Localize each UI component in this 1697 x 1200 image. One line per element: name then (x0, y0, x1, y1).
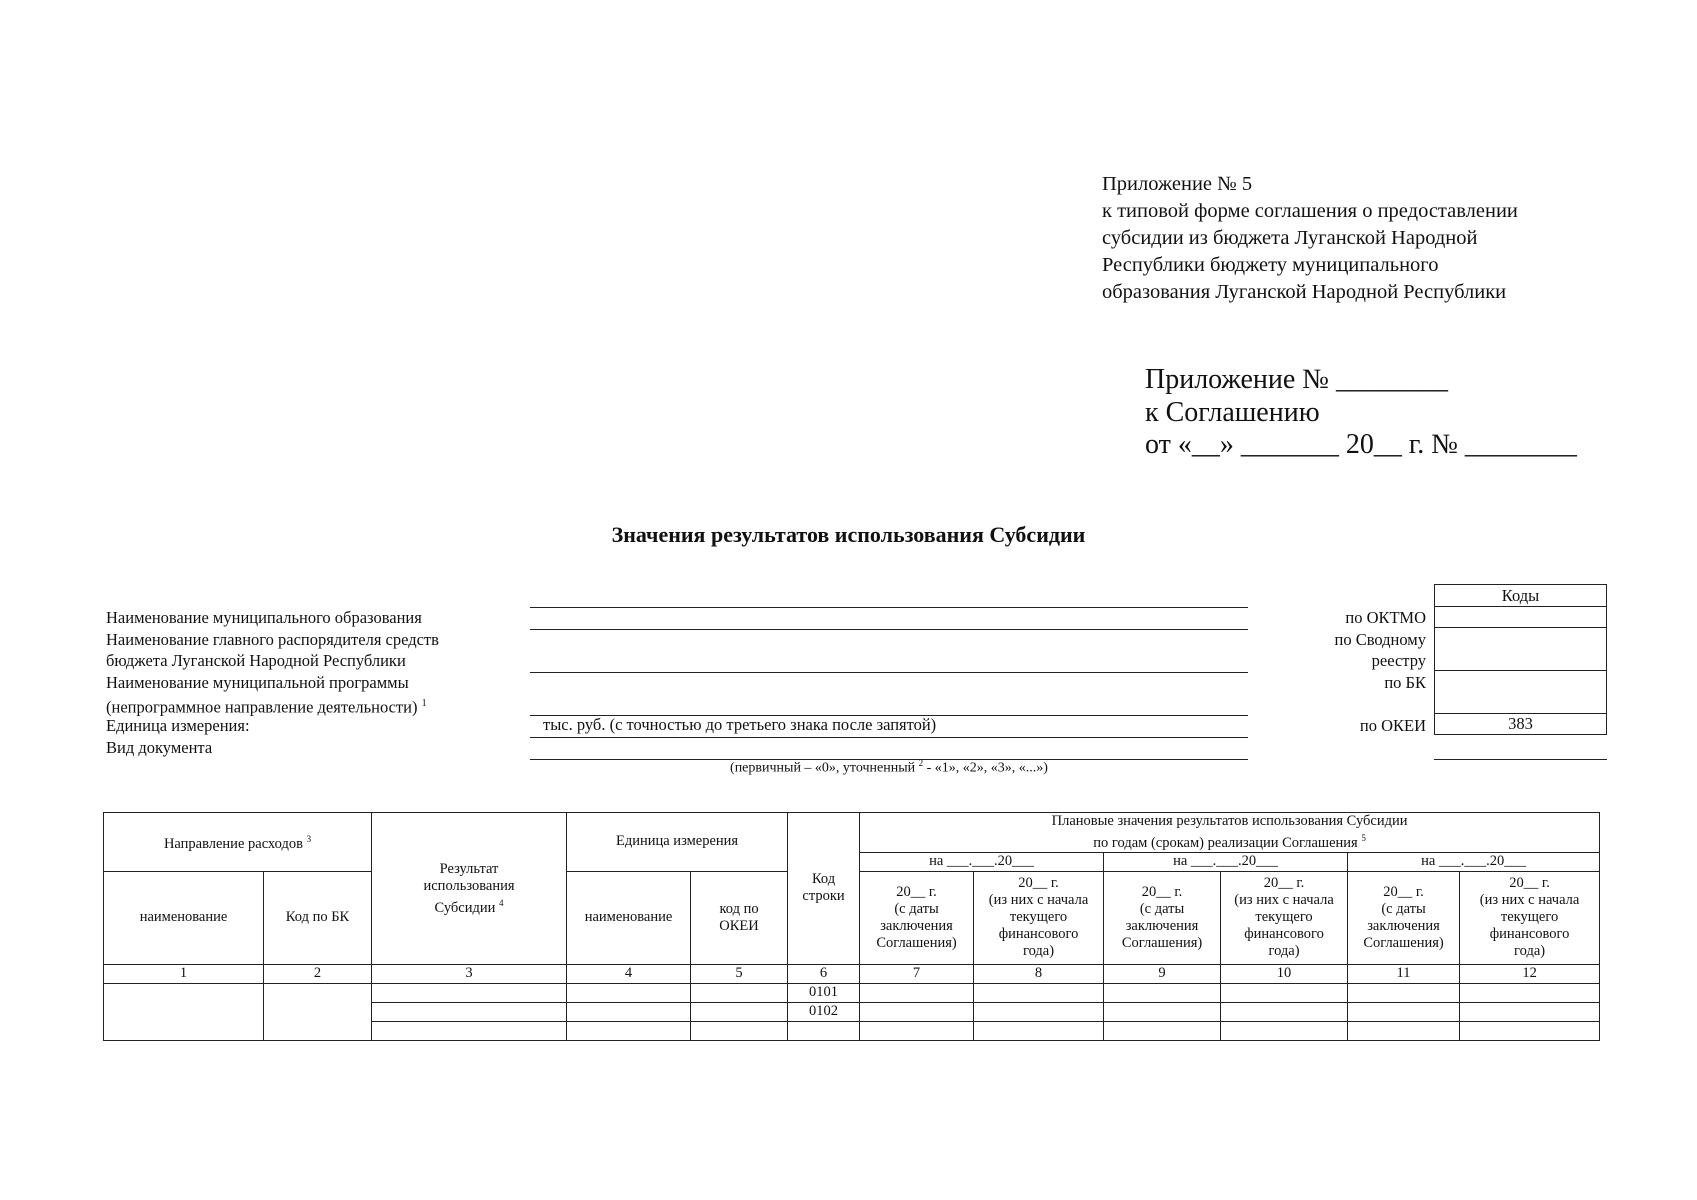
column-number: 7 (860, 964, 974, 983)
results-table (103, 812, 1600, 1041)
since-agreement-header (860, 871, 974, 964)
document-title (0, 522, 1697, 548)
oktmo-code-cell[interactable] (1435, 607, 1607, 628)
main-manager-label-line2: бюджета Луганской Народной Республики (106, 651, 406, 670)
municipal-name-line[interactable] (530, 607, 1248, 608)
header-line: Соглашения) (1363, 934, 1444, 951)
value-cell[interactable] (860, 1021, 974, 1040)
result-header-text: Субсидии (434, 899, 496, 916)
okei-cell[interactable] (691, 1021, 788, 1040)
value-cell[interactable] (1348, 1002, 1460, 1021)
row-code-header-line: строки (802, 888, 845, 905)
header-line: финансового (998, 926, 1079, 943)
header-line: (с даты (1139, 900, 1185, 917)
value-cell[interactable] (860, 983, 974, 1002)
value-cell[interactable] (1460, 983, 1600, 1002)
value-cell[interactable] (860, 1002, 974, 1021)
codes-box (1434, 584, 1607, 735)
header-line: Соглашения) (1121, 934, 1203, 951)
value-cell[interactable] (1104, 1021, 1221, 1040)
column-number: 1 (104, 964, 264, 983)
okei-cell[interactable] (691, 983, 788, 1002)
header-line: 20__ г. (1018, 875, 1059, 892)
footnote-marker: 3 (306, 834, 312, 844)
header-line: 20__ г. (896, 883, 937, 900)
value-cell[interactable] (974, 983, 1104, 1002)
registry-code-cell[interactable] (1435, 628, 1607, 671)
appendix-header-line: образования Луганской Народной Республики (1102, 281, 1507, 303)
unit-label: Единица измерения: (106, 716, 250, 735)
okei-code-header-line: ОКЕИ (719, 917, 759, 934)
value-cell[interactable] (1348, 1021, 1460, 1040)
result-cell[interactable] (372, 983, 567, 1002)
value-cell[interactable] (974, 1002, 1104, 1021)
okei-cell[interactable] (691, 1002, 788, 1021)
column-number: 11 (1348, 964, 1460, 983)
footnote-marker: 1 (421, 698, 427, 709)
value-cell[interactable] (1221, 983, 1348, 1002)
bk-label: по БК (1384, 673, 1426, 692)
program-label-line2 (106, 694, 427, 718)
footnote-marker: 2 (918, 758, 924, 768)
column-number: 10 (1221, 964, 1348, 983)
column-number: 4 (567, 964, 691, 983)
column-number: 5 (691, 964, 788, 983)
planned-values-header-line (862, 830, 1597, 852)
doc-type-hint-text: - «1», «2», «3», «...») (923, 760, 1048, 776)
agreement-ref-line: к Соглашению (1145, 396, 1320, 428)
agreement-ref-line: Приложение № ________ (1145, 364, 1448, 395)
codes-header: Коды (1435, 585, 1607, 607)
bk-code-cell[interactable] (1435, 671, 1607, 714)
period-header: на ___.___.20___ (860, 852, 1104, 871)
value-cell[interactable] (974, 1021, 1104, 1040)
since-year-start-header (1460, 871, 1600, 964)
agreement-reference (1145, 364, 1577, 462)
header-line: 20__ г. (1383, 883, 1424, 900)
okei-code-header-line: код по (719, 900, 759, 917)
value-cell[interactable] (1460, 1021, 1600, 1040)
registry-label-line1: по Сводному (1334, 630, 1426, 649)
direction-name-cell[interactable] (104, 983, 264, 1040)
municipal-name-line-2[interactable] (530, 629, 1248, 630)
since-agreement-header (1104, 871, 1221, 964)
column-number: 3 (372, 964, 567, 983)
header-line: 20__ г. (1509, 875, 1550, 892)
bk-code-header: Код по БК (264, 871, 372, 964)
planned-values-header-text: по годам (срокам) реализации Соглашения (1093, 834, 1358, 851)
column-number: 12 (1460, 964, 1600, 983)
okei-code-header (691, 871, 788, 964)
header-line: Соглашения) (876, 934, 957, 951)
period-header: на ___.___.20___ (1104, 852, 1348, 871)
doc-type-code-line[interactable] (1434, 759, 1607, 760)
unit-name-header: наименование (567, 871, 691, 964)
row-code-cell: 0102 (788, 1002, 860, 1021)
header-line: (с даты (1381, 900, 1426, 917)
value-cell[interactable] (1104, 983, 1221, 1002)
direction-header-text: Направление расходов (163, 835, 303, 852)
doc-type-label: Вид документа (106, 738, 213, 757)
header-line: финансового (1244, 926, 1324, 943)
direction-name-header: наименование (104, 871, 264, 964)
bk-code-cell[interactable] (264, 983, 372, 1040)
header-line: (из них с начала (1479, 892, 1580, 909)
since-year-start-header (974, 871, 1104, 964)
result-header-line: использования (423, 877, 515, 894)
row-code-cell[interactable] (788, 1021, 860, 1040)
appendix-header-line: к типовой форме соглашения о предоставлении (1102, 200, 1518, 222)
column-number: 9 (1104, 964, 1221, 983)
planned-values-header-line: Плановые значения результатов использования Субсидии (1051, 813, 1408, 829)
since-agreement-header (1348, 871, 1460, 964)
header-line: года) (1268, 943, 1300, 960)
column-number: 8 (974, 964, 1104, 983)
row-code-header (788, 813, 860, 965)
header-line: заключения (880, 917, 953, 934)
value-cell[interactable] (1460, 1002, 1600, 1021)
unit-line (530, 737, 1248, 738)
footnote-marker: 5 (1361, 833, 1366, 843)
doc-type-hint (530, 758, 1248, 777)
header-line: 20__ г. (1141, 883, 1183, 900)
unit-name-cell[interactable] (567, 983, 691, 1002)
doc-type-hint-text: (первичный – «0», уточненный (730, 760, 916, 776)
result-cell[interactable] (372, 1002, 567, 1021)
result-header-line: Результат (439, 860, 499, 877)
result-cell[interactable] (372, 1021, 567, 1040)
result-header (372, 813, 567, 965)
appendix-header-line: субсидии из бюджета Луганской Народной (1102, 227, 1478, 249)
direction-header (104, 813, 372, 872)
row-code-header-line: Код (811, 871, 836, 888)
registry-label-line2: реестру (1371, 651, 1426, 670)
unit-value: тыс. руб. (с точностью до третьего знака после запятой) (543, 715, 937, 734)
main-manager-line[interactable] (530, 672, 1248, 673)
footnote-marker: 4 (499, 897, 504, 908)
unit-name-cell[interactable] (567, 1021, 691, 1040)
column-number: 6 (788, 964, 860, 983)
unit-name-cell[interactable] (567, 1002, 691, 1021)
program-label-line1: Наименование муниципальной программы (106, 673, 409, 692)
header-line: текущего (1500, 909, 1559, 926)
column-number: 2 (264, 964, 372, 983)
header-line: (из них с начала (988, 892, 1089, 909)
okei-code-cell: 383 (1435, 714, 1607, 735)
appendix-header-line: Республики бюджету муниципального (1102, 254, 1439, 276)
result-header-line (374, 895, 564, 917)
value-cell[interactable] (1221, 1002, 1348, 1021)
oktmo-label: по ОКТМО (1345, 608, 1426, 627)
period-header: на ___.___.20___ (1348, 852, 1600, 871)
main-manager-label-line1: Наименование главного распорядителя средств (106, 630, 439, 649)
header-line: заключения (1125, 917, 1199, 934)
unit-header: Единица измерения (567, 813, 788, 872)
column-numbers-row (104, 964, 1600, 983)
header-line: текущего (1009, 909, 1068, 926)
program-label-text: (непрограммное направление деятельности) (106, 697, 418, 717)
appendix-header (1102, 171, 1518, 306)
value-cell[interactable] (1221, 1021, 1348, 1040)
planned-values-header (860, 813, 1600, 853)
header-line: (с даты (894, 900, 939, 917)
municipal-name-label: Наименование муниципального образования (106, 608, 422, 627)
header-line: года) (1023, 943, 1055, 960)
table-row (104, 983, 1600, 1002)
okei-label: по ОКЕИ (1359, 716, 1426, 735)
since-year-start-header (1221, 871, 1348, 964)
header-line: финансового (1489, 926, 1570, 943)
header-line: года) (1514, 943, 1546, 960)
header-line: (из них с начала (1234, 892, 1334, 909)
document-title-text: Значения результатов использования Субсидии (611, 522, 1086, 547)
row-code-cell: 0101 (788, 983, 860, 1002)
agreement-ref-line: от «__» _______ 20__ г. № ________ (1145, 429, 1577, 460)
value-cell[interactable] (1104, 1002, 1221, 1021)
header-line: текущего (1255, 909, 1313, 926)
appendix-header-line: Приложение № 5 (1102, 173, 1253, 195)
header-line: заключения (1367, 917, 1440, 934)
header-line: 20__ г. (1263, 875, 1305, 892)
value-cell[interactable] (1348, 983, 1460, 1002)
